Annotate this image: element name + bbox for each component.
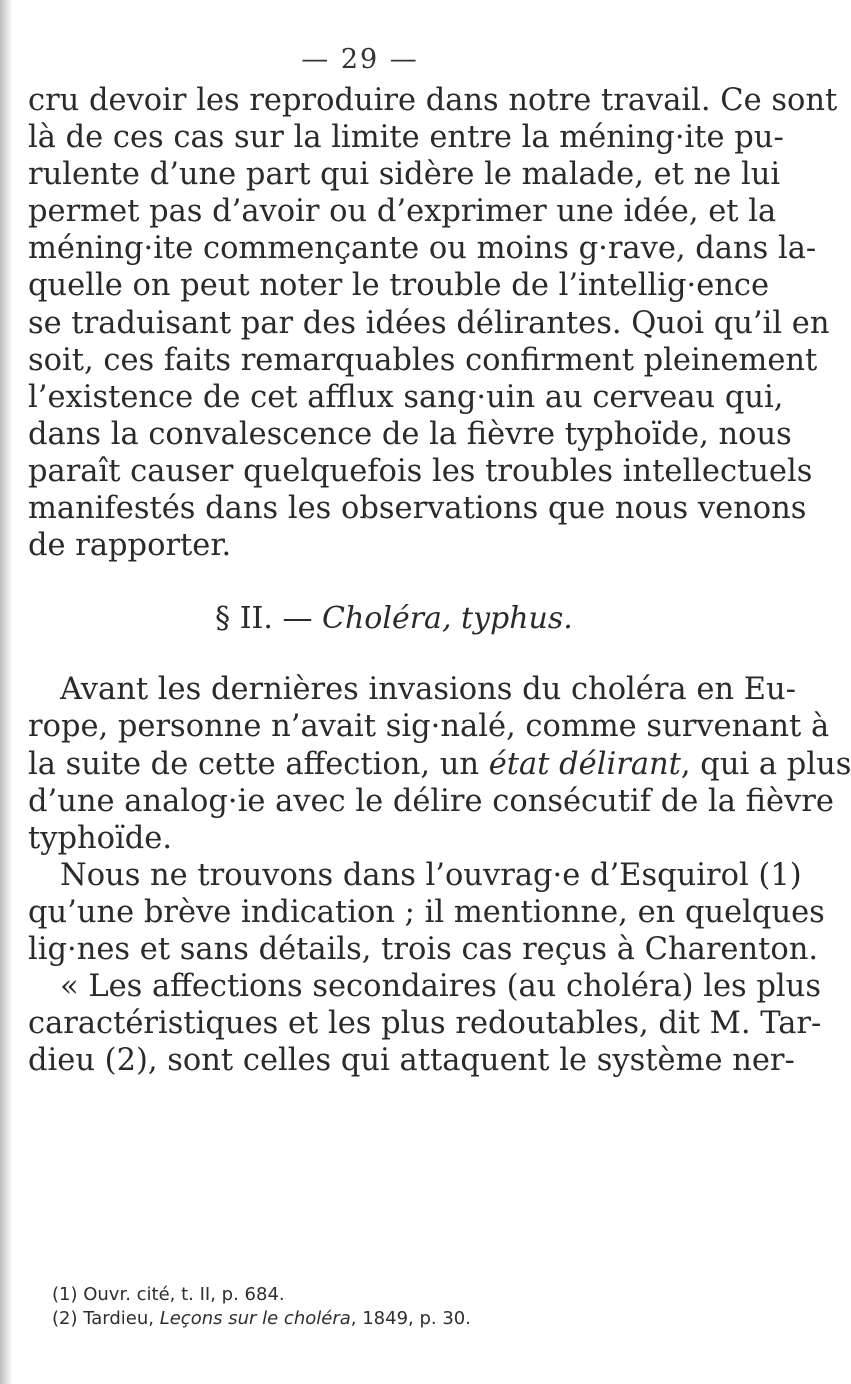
text-line: cru devoir les reproduire dans notre travail. Ce sont <box>28 83 838 118</box>
text-line: soit, ces faits remarquables confirment pleinement <box>28 342 818 378</box>
footnote-1: (1) Ouvr. cité, t. II, p. 684. <box>52 1284 285 1305</box>
text-line: là de ces cas sur la limite entre la méning·ite pu- <box>28 120 784 156</box>
text-run: , 1849, p. 30. <box>350 1308 471 1329</box>
text-line: permet pas d’avoir ou d’exprimer une idée, et la <box>28 194 777 230</box>
section-heading <box>28 600 728 637</box>
text-line: quelle on peut noter le trouble de l’intellig·ence <box>28 268 770 304</box>
page-number: — 29 — <box>301 44 419 75</box>
text-line: dans la convalescence de la fièvre typhoïde, nous <box>28 416 792 452</box>
page-binding-edge <box>0 0 12 1384</box>
text-line: rulente d’une part qui sidère le malade, et ne lui <box>28 157 781 193</box>
text-line: d’une analog·ie avec le délire consécutif de la fièvre <box>28 783 834 819</box>
text-line: Avant les dernières invasions du choléra en Eu- <box>60 672 796 708</box>
footnotes <box>52 1283 471 1331</box>
text-line: dieu (2), sont celles qui attaquent le système ner- <box>28 1043 795 1079</box>
text-line: typhoïde. <box>28 820 173 856</box>
section-number: § II. — <box>215 601 323 637</box>
paragraph-cholera-intro <box>28 671 851 856</box>
text-run: (2) Tardieu, <box>52 1308 160 1329</box>
text-line: qu’une brève indication ; il mentionne, en quelques <box>28 894 825 930</box>
text-line: manifestés dans les observations que nous venons <box>28 491 807 527</box>
body-text <box>28 82 851 1079</box>
text-line: rope, personne n’avait sig·nalé, comme survenant à <box>28 709 830 745</box>
paragraph-meningitis <box>28 82 838 564</box>
text-line <box>28 746 851 783</box>
text-run: la suite de cette affection, un <box>28 746 489 782</box>
footnote-2 <box>52 1307 471 1331</box>
text-line: de rapporter. <box>28 528 232 564</box>
text-line: caractéristiques et les plus redoutables, dit M. Tar- <box>28 1006 822 1042</box>
text-line: lig·nes et sans détails, trois cas reçus à Charenton. <box>28 931 819 967</box>
text-run: , qui a plus <box>680 746 851 782</box>
paragraph-tardieu-quote <box>28 968 822 1079</box>
section-title: Choléra, typhus. <box>322 601 573 637</box>
text-line: l’existence de cet afflux sang·uin au cerveau qui, <box>28 379 784 415</box>
cited-title: Leçons sur le choléra <box>159 1308 351 1329</box>
text-line: se traduisant par des idées délirantes. Quoi qu’il en <box>28 305 830 341</box>
paragraph-esquirol <box>28 857 825 968</box>
text-line: « Les affections secondaires (au choléra) les plus <box>60 969 821 1005</box>
text-line: Nous ne trouvons dans l’ouvrag·e d’Esquirol (1) <box>60 857 802 893</box>
emphasized-term: état délirant <box>488 746 681 782</box>
text-line: méning·ite commençante ou moins g·rave, dans la- <box>28 231 817 267</box>
text-line: paraît causer quelquefois les troubles intellectuels <box>28 453 813 489</box>
